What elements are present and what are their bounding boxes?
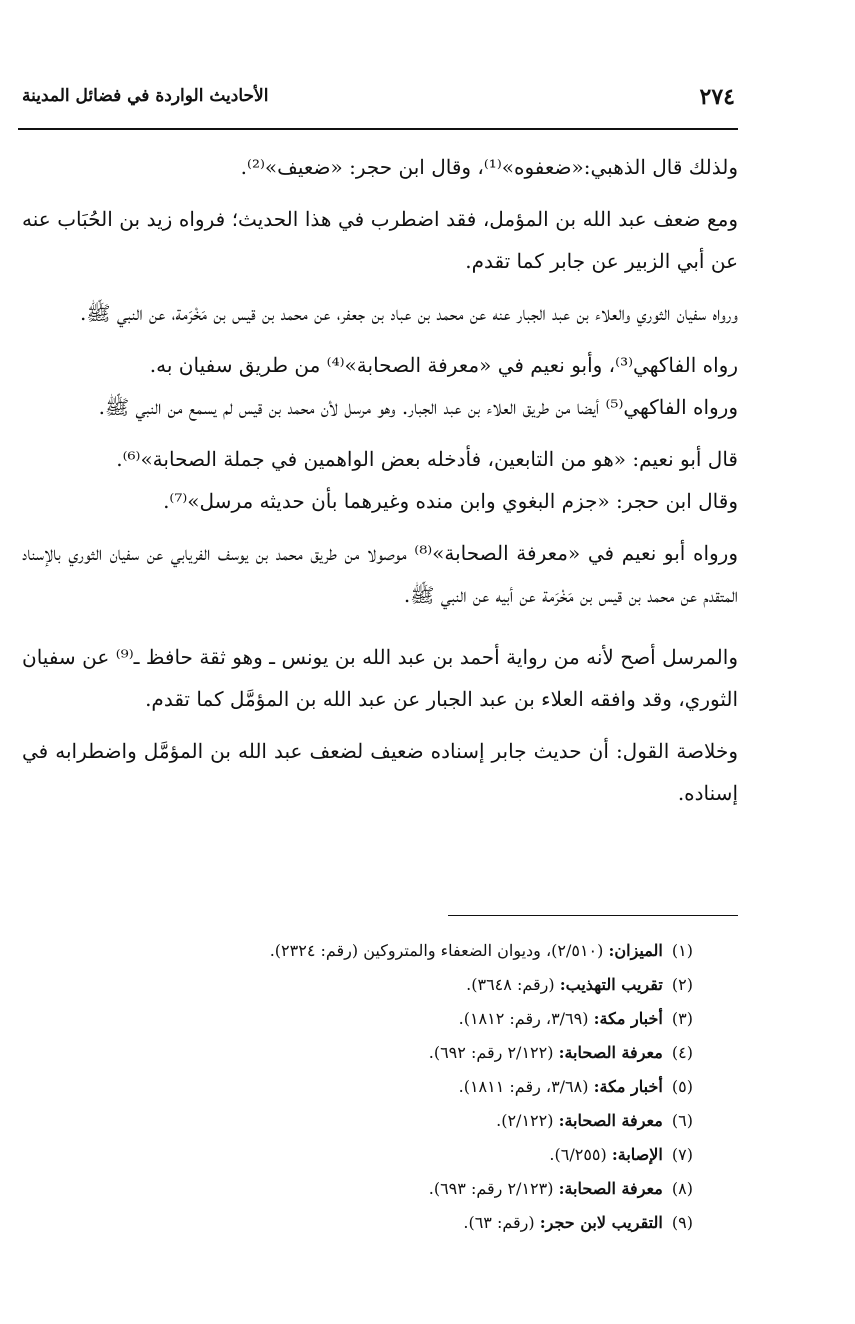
paragraph: ورواه سفيان الثوري والعلاء بن عبد الجبار عنه عن محمد بن عباد بن جعفر، عن محمد بن قيس بن مَخْرَمة، عن النبي ﷺ. bbox=[80, 301, 738, 325]
footnote-source: معرفة الصحابة: bbox=[558, 1111, 663, 1130]
footnote-number: (٩) bbox=[671, 1213, 693, 1232]
footnote-source: أخبار مكة: bbox=[593, 1077, 663, 1096]
paragraph: قال أبو نعيم: «هو من التابعين، فأدخله بعض الواهمين في جملة الصحابة»⁽⁶⁾. bbox=[116, 447, 738, 471]
paragraph: وخلاصة القول: أن حديث جابر إسناده ضعيف لضعف عبد الله بن المؤمَّل واضطرابه في إسناده. bbox=[22, 739, 738, 805]
page-number: ٢٧٤ bbox=[699, 84, 735, 110]
footnote-divider bbox=[448, 915, 738, 916]
paragraph: ورواه الفاكهي⁽⁵⁾ أيضا من طريق العلاء بن عبد الجبار. وهو مرسل لأن محمد بن قيس لم يسمع من النبي ﷺ. bbox=[98, 395, 738, 419]
footnote-detail: (رقم: ٣٦٤٨). bbox=[466, 975, 555, 994]
footnote-item bbox=[133, 1104, 693, 1138]
footnote-detail: (٢/٥١٠)، وديوان الضعفاء والمتروكين (رقم: ٢٣٢٤). bbox=[269, 941, 604, 960]
paragraph: والمرسل أصح لأنه من رواية أحمد بن عبد الله بن يونس ـ وهو ثقة حافظ ـ⁽⁹⁾ عن سفيان الثوري، وقد وافقه العلاء بن عبد الجبار عن عبد الله بن المؤمَّل كما تقدم. bbox=[22, 645, 738, 711]
page-header bbox=[0, 84, 855, 118]
paragraph: ولذلك قال الذهبي:«ضعفوه»⁽¹⁾، وقال ابن حجر: «ضعيف»⁽²⁾. bbox=[240, 155, 738, 179]
footnote-detail: (٦/٢٥٥). bbox=[549, 1145, 607, 1164]
footnote-detail: (٢/١٢٣ رقم: ٦٩٣). bbox=[428, 1179, 554, 1198]
footnote-detail: (رقم: ٦٣). bbox=[463, 1213, 535, 1232]
footnote-item bbox=[133, 968, 693, 1002]
paragraph: وقال ابن حجر: «جزم البغوي وابن منده وغيرهما بأن حديثه مرسل»⁽⁷⁾. bbox=[163, 489, 738, 513]
footnote-item bbox=[133, 934, 693, 968]
footnote-detail: (٣/٦٩، رقم: ١٨١٢). bbox=[458, 1009, 589, 1028]
footnote-number: (٦) bbox=[671, 1111, 693, 1130]
footnote-detail: (٢/١٢٢). bbox=[496, 1111, 554, 1130]
footnote-number: (٨) bbox=[671, 1179, 693, 1198]
footnote-number: (٣) bbox=[671, 1009, 693, 1028]
footnote-number: (٢) bbox=[671, 975, 693, 994]
footnote-source: أخبار مكة: bbox=[593, 1009, 663, 1028]
footnote-number: (٧) bbox=[671, 1145, 693, 1164]
main-text bbox=[22, 146, 738, 824]
footnote-item bbox=[133, 1036, 693, 1070]
footnote-source: معرفة الصحابة: bbox=[558, 1043, 663, 1062]
header-divider bbox=[18, 128, 738, 130]
footnotes-list bbox=[133, 934, 693, 1240]
footnote-detail: (٣/٦٨، رقم: ١٨١١). bbox=[458, 1077, 589, 1096]
footnote-source: التقريب لابن حجر: bbox=[539, 1213, 663, 1232]
footnote-source: الإصابة: bbox=[611, 1145, 663, 1164]
footnote-number: (١) bbox=[671, 941, 693, 960]
footnote-source: الميزان: bbox=[608, 941, 663, 960]
footnote-number: (٥) bbox=[671, 1077, 693, 1096]
paragraph: ومع ضعف عبد الله بن المؤمل، فقد اضطرب في هذا الحديث؛ فرواه زيد بن الحُبَاب عنه عن أبي الزبير عن جابر كما تقدم. bbox=[22, 207, 738, 273]
footnote-item bbox=[133, 1206, 693, 1240]
footnote-item bbox=[133, 1070, 693, 1104]
footnote-detail: (٢/١٢٢ رقم: ٦٩٢). bbox=[428, 1043, 554, 1062]
footnote-source: معرفة الصحابة: bbox=[558, 1179, 663, 1198]
footnote-source: تقريب التهذيب: bbox=[559, 975, 663, 994]
paragraph: رواه الفاكهي⁽³⁾، وأبو نعيم في «معرفة الصحابة»⁽⁴⁾ من طريق سفيان به. bbox=[149, 353, 738, 377]
footnote-number: (٤) bbox=[671, 1043, 693, 1062]
paragraph: ورواه أبو نعيم في «معرفة الصحابة»⁽⁸⁾ موصولا من طريق محمد بن يوسف الفريابي عن سفيان الثوري بالإسناد المتقدم عن محمد بن قيس بن مَخْرَمة عن أبيه عن النبي ﷺ. bbox=[22, 541, 738, 607]
footnote-item bbox=[133, 1138, 693, 1172]
running-title: الأحاديث الواردة في فضائل المدينة bbox=[22, 86, 269, 106]
footnote-item bbox=[133, 1172, 693, 1206]
footnote-item bbox=[133, 1002, 693, 1036]
